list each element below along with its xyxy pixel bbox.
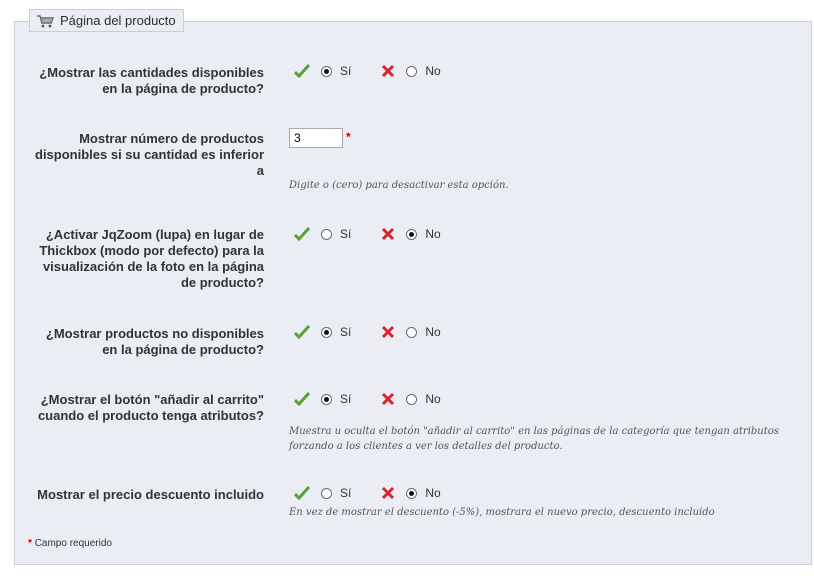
yes-label: Sí (340, 486, 352, 500)
yes-label: Sí (340, 227, 352, 241)
cross-icon (381, 486, 395, 500)
no-label: No (425, 325, 441, 339)
product-page-panel (14, 21, 812, 565)
unavailable-products-options (294, 324, 441, 340)
add-to-cart-no-radio[interactable] (406, 394, 417, 405)
check-icon (294, 64, 310, 78)
product-count-input[interactable] (289, 128, 343, 148)
jqzoom-no-radio[interactable] (406, 229, 417, 240)
check-icon (294, 325, 310, 339)
add-to-cart-options (294, 391, 441, 407)
field-label-jqzoom: ¿Activar JqZoom (lupa) en lugar de Thickbox (modo por defecto) para la visualización de la foto en la página de producto? (39, 227, 264, 290)
show-quantities-yes-radio[interactable] (321, 66, 332, 77)
field-label-unavailable-products: ¿Mostrar productos no disponibles en la página de producto? (45, 326, 264, 357)
field-label-product-count: Mostrar número de productos disponibles si su cantidad es inferior a (35, 131, 264, 178)
field-label-discount-price: Mostrar el precio descuento incluido (37, 487, 264, 502)
unavailable-products-yes-radio[interactable] (321, 327, 332, 338)
jqzoom-yes-radio[interactable] (321, 229, 332, 240)
discount-price-options (294, 485, 441, 501)
jqzoom-options (294, 226, 441, 242)
no-label: No (425, 64, 441, 78)
cross-icon (381, 325, 395, 339)
discount-price-hint: En vez de mostrar el descuento (-5%), mostrara el nuevo precio, descuento incluido (289, 507, 715, 518)
discount-price-yes-radio[interactable] (321, 488, 332, 499)
required-star: * (346, 130, 351, 144)
section-legend (29, 9, 184, 32)
cart-icon (36, 14, 54, 28)
check-icon (294, 486, 310, 500)
check-icon (294, 227, 310, 241)
yes-label: Sí (340, 325, 352, 339)
discount-price-no-radio[interactable] (406, 488, 417, 499)
add-to-cart-yes-radio[interactable] (321, 394, 332, 405)
required-star: * (28, 538, 32, 549)
cross-icon (381, 392, 395, 406)
show-quantities-options (294, 63, 441, 79)
no-label: No (425, 227, 441, 241)
no-label: No (425, 486, 441, 500)
field-label-show-quantities: ¿Mostrar las cantidades disponibles en la página de producto? (39, 65, 264, 96)
yes-label: Sí (340, 392, 352, 406)
unavailable-products-no-radio[interactable] (406, 327, 417, 338)
field-label-add-to-cart: ¿Mostrar el botón "añadir al carrito" cuando el producto tenga atributos? (37, 392, 264, 423)
product-count-hint: Digite o (cero) para desactivar esta opción. (289, 180, 509, 191)
cross-icon (381, 64, 395, 78)
section-title: Página del producto (60, 13, 176, 28)
no-label: No (425, 392, 441, 406)
show-quantities-no-radio[interactable] (406, 66, 417, 77)
cross-icon (381, 227, 395, 241)
required-footer (28, 538, 112, 549)
check-icon (294, 392, 310, 406)
yes-label: Sí (340, 64, 352, 78)
required-text: Campo requerido (34, 538, 112, 549)
add-to-cart-hint: Muestra u oculta el botón "añadir al carrito" en las páginas de la categoría que tengan atributos forzando a los clientes a ver los detalles del producto. (289, 426, 779, 452)
